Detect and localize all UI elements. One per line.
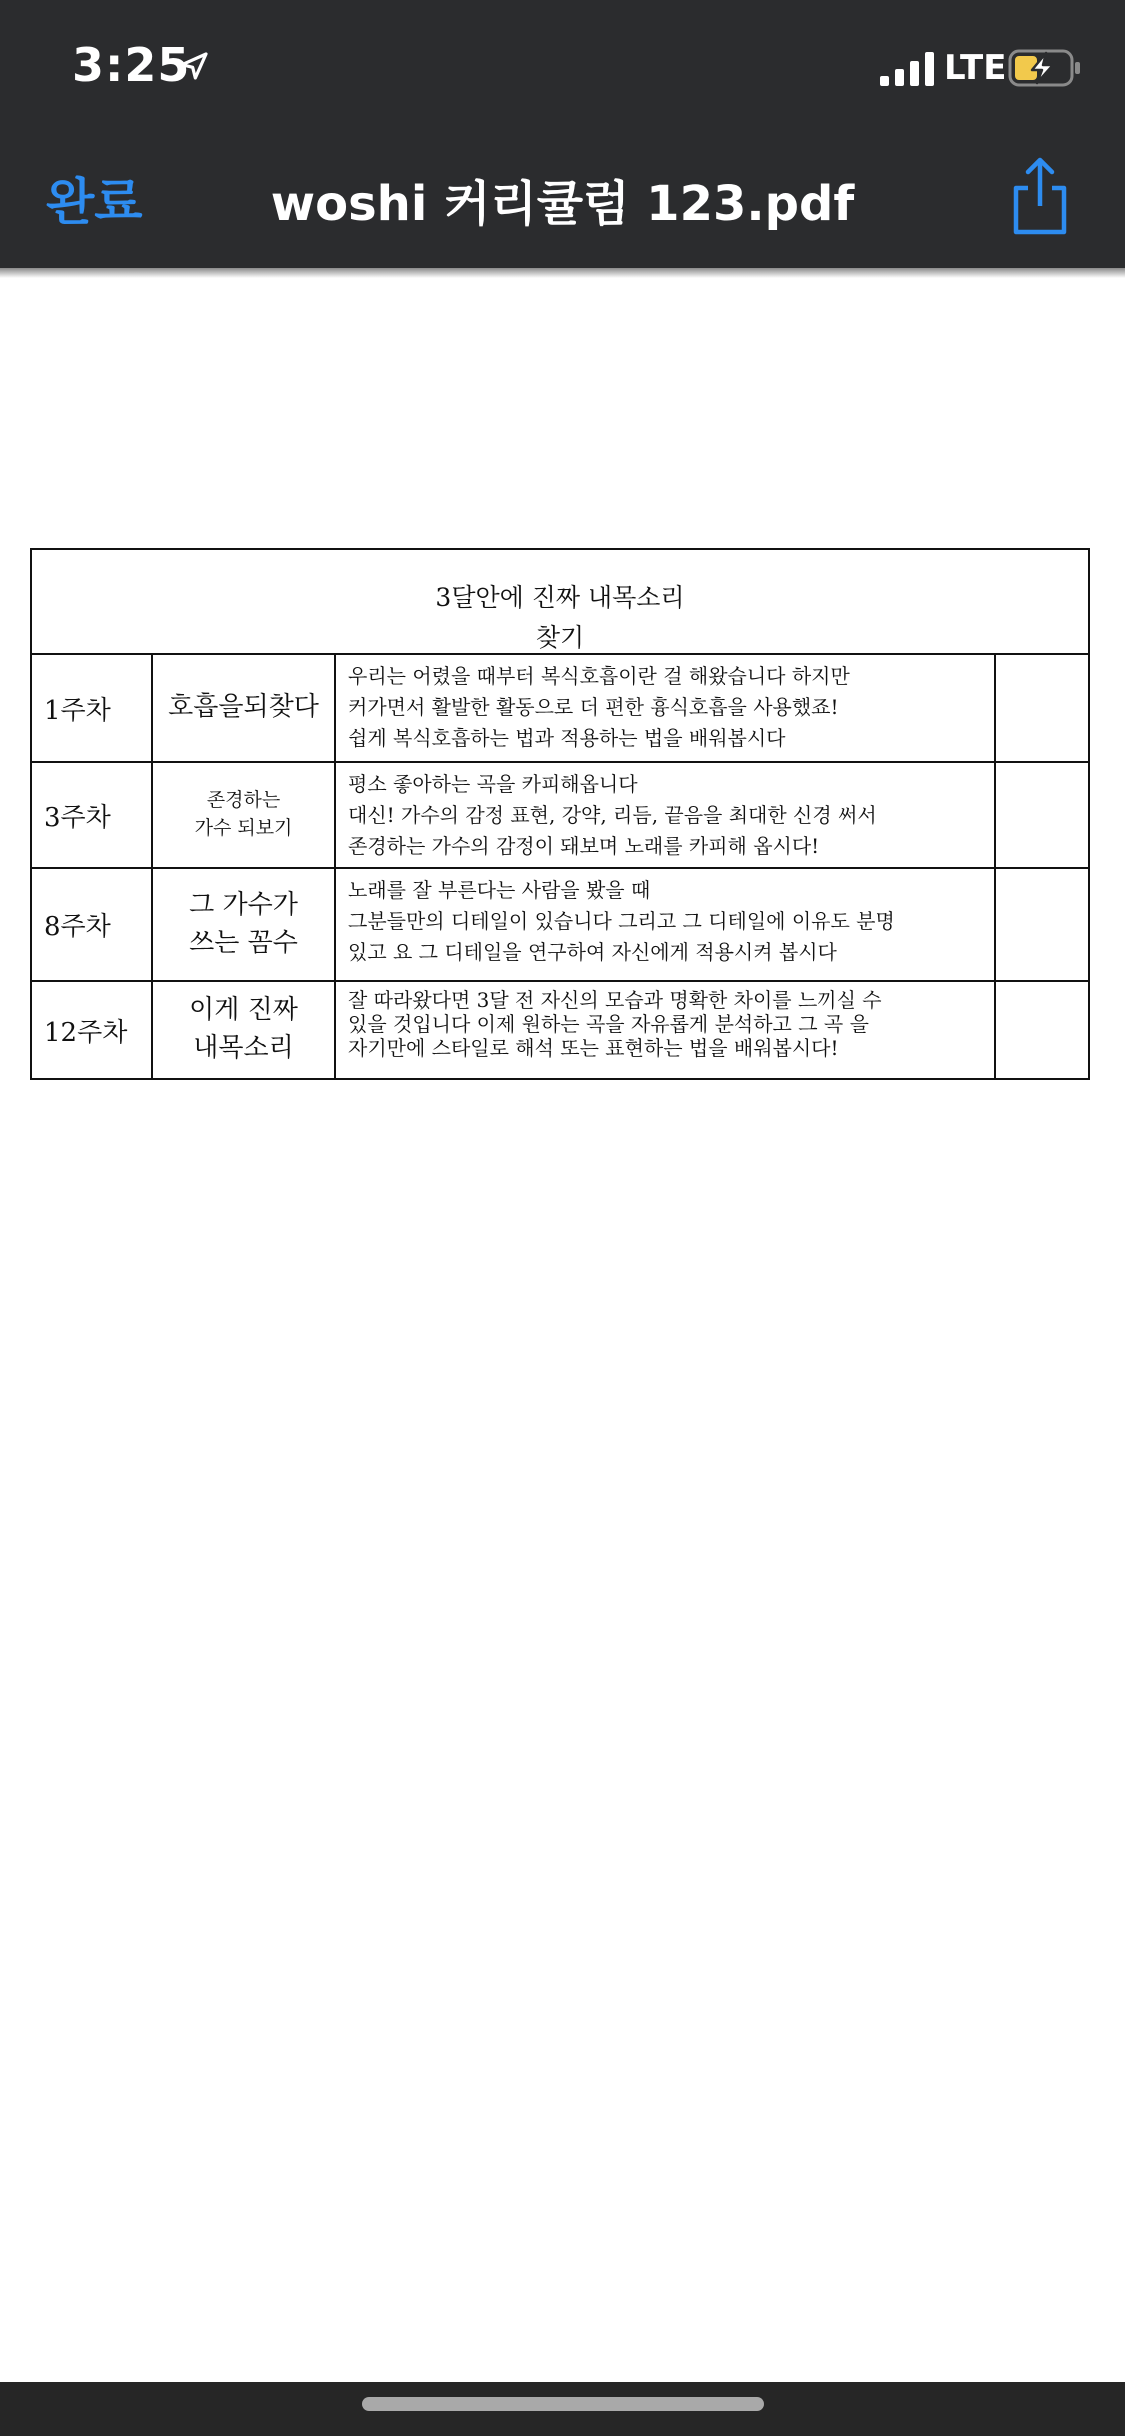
table-row-week-8 xyxy=(32,869,1088,982)
description-line: 대신! 가수의 감정 표현, 강약, 리듬, 끝음을 최대한 신경 써서 xyxy=(348,803,877,827)
description-line: 있을 것입니다 이제 원하는 곡을 자유롭게 분석하고 그 곡 을 xyxy=(348,1012,869,1036)
document-title: woshi 커리큘럼 123.pdf xyxy=(270,176,855,232)
topic-cell xyxy=(153,763,336,867)
topic-line: 쓰는 꼼수 xyxy=(189,927,298,958)
description-cell xyxy=(336,655,996,761)
description-cell xyxy=(336,763,996,867)
curriculum-table xyxy=(30,548,1090,1080)
topic-line: 존경하는 xyxy=(206,789,281,812)
battery-charging-icon xyxy=(1008,48,1082,88)
topic-line: 이게 진짜 xyxy=(189,995,298,1026)
table-title-row xyxy=(32,550,1088,655)
top-chrome xyxy=(0,0,1125,268)
status-time: 3:25 xyxy=(72,38,191,92)
home-indicator[interactable] xyxy=(362,2397,764,2411)
table-row-week-12 xyxy=(32,982,1088,1078)
cellular-signal-icon xyxy=(880,52,936,86)
network-type-label: LTE xyxy=(944,48,1007,88)
table-title-line-1: 3달안에 진짜 내목소리 xyxy=(435,583,685,612)
done-button[interactable]: 완료 xyxy=(46,173,143,231)
week-cell: 12주차 xyxy=(32,982,153,1078)
week-cell: 3주차 xyxy=(32,763,153,867)
week-cell: 1주차 xyxy=(32,655,153,761)
description-line: 잘 따라왔다면 3달 전 자신의 모습과 명확한 차이를 느끼실 수 xyxy=(348,988,882,1012)
location-arrow-icon xyxy=(178,50,210,82)
table-row-week-1 xyxy=(32,655,1088,763)
topic-line: 그 가수가 xyxy=(189,889,298,920)
topic-cell xyxy=(153,869,336,980)
topic-line: 가수 되보기 xyxy=(194,817,293,839)
table-row-week-3 xyxy=(32,763,1088,869)
blank-cell xyxy=(996,763,1088,867)
table-title-line-2: 찾기 xyxy=(535,623,585,652)
description-line: 평소 좋아하는 곡을 카피해옵니다 xyxy=(348,772,638,796)
blank-cell xyxy=(996,655,1088,761)
topic-line: 호흡을되찾다 xyxy=(168,692,319,723)
blank-cell xyxy=(996,982,1088,1078)
description-line: 있고 요 그 디테일을 연구하여 자신에게 적용시켜 봅시다 xyxy=(348,940,837,964)
blank-cell xyxy=(996,869,1088,980)
chrome-shadow xyxy=(0,268,1125,278)
description-cell xyxy=(336,869,996,980)
week-cell: 8주차 xyxy=(32,869,153,980)
description-line: 쉽게 복식호흡하는 법과 적용하는 법을 배워봅시다 xyxy=(348,726,786,750)
description-cell xyxy=(336,982,996,1078)
description-line: 커가면서 활발한 활동으로 더 편한 흉식호흡을 사용했죠! xyxy=(348,695,839,719)
description-line: 우리는 어렸을 때부터 복식호흡이란 걸 해왔습니다 하지만 xyxy=(348,664,850,688)
topic-cell xyxy=(153,655,336,761)
topic-cell xyxy=(153,982,336,1078)
share-icon[interactable] xyxy=(1008,156,1072,236)
topic-line: 내목소리 xyxy=(193,1033,294,1063)
description-line: 그분들만의 디테일이 있습니다 그리고 그 디테일에 이유도 분명 xyxy=(348,909,895,933)
description-line: 노래를 잘 부른다는 사람을 봤을 때 xyxy=(348,878,651,902)
description-line: 존경하는 가수의 감정이 돼보며 노래를 카피해 옵시다! xyxy=(348,834,820,858)
description-line: 자기만에 스타일로 해석 또는 표현하는 법을 배워봅시다! xyxy=(348,1036,839,1060)
